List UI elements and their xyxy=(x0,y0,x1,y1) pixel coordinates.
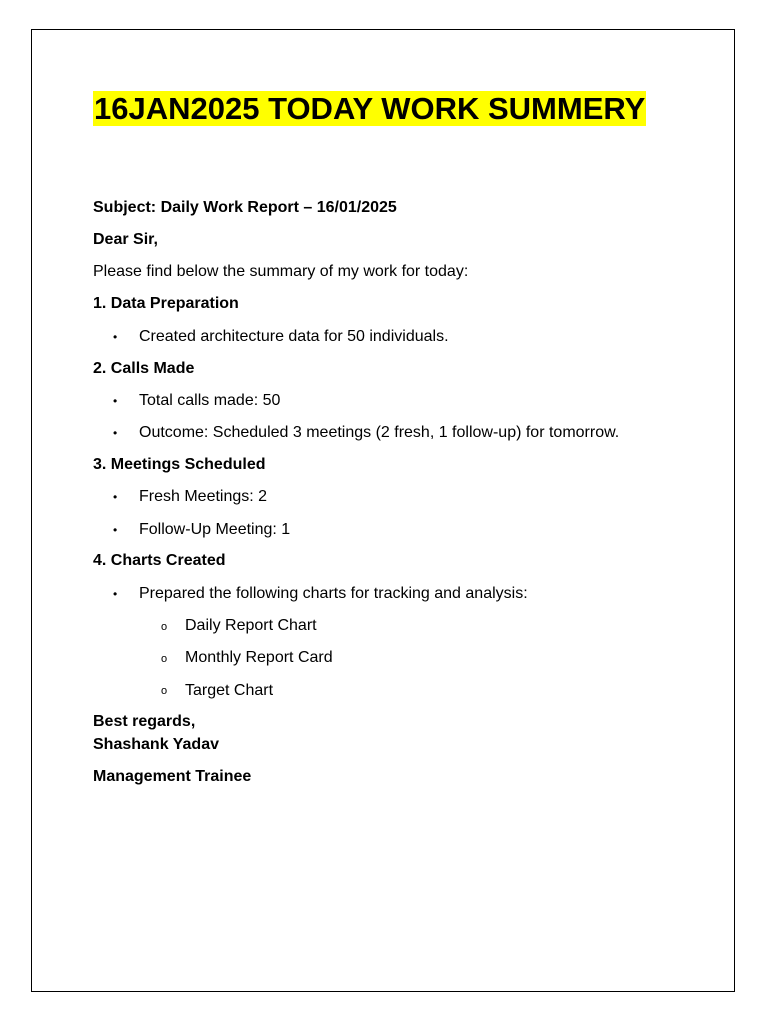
salutation: Dear Sir, xyxy=(93,231,158,248)
list-item: Total calls made: 50 xyxy=(139,392,281,409)
list-item: Created architecture data for 50 individuals. xyxy=(139,328,449,345)
sub-bullet-icon: o xyxy=(161,621,168,633)
section-heading-data-preparation: 1. Data Preparation xyxy=(93,295,239,312)
sub-list-item: Daily Report Chart xyxy=(185,617,317,634)
list-item: Follow-Up Meeting: 1 xyxy=(139,521,291,538)
subject-line: Subject: Daily Work Report – 16/01/2025 xyxy=(93,199,397,216)
section-heading-calls-made: 2. Calls Made xyxy=(93,360,195,377)
section-heading-meetings-scheduled: 3. Meetings Scheduled xyxy=(93,456,266,473)
list-item: Outcome: Scheduled 3 meetings (2 fresh, 1 follow-up) for tomorrow. xyxy=(139,424,620,441)
intro-text: Please find below the summary of my work for today: xyxy=(93,263,469,280)
sub-list-item: Monthly Report Card xyxy=(185,649,333,666)
section-heading-charts-created: 4. Charts Created xyxy=(93,552,226,569)
bullet-icon: • xyxy=(113,426,118,440)
document-page xyxy=(31,29,735,992)
sub-list-item: Target Chart xyxy=(185,682,274,699)
list-item: Fresh Meetings: 2 xyxy=(139,488,268,505)
closing-line: Best regards, xyxy=(93,713,196,730)
sub-bullet-icon: o xyxy=(161,653,168,665)
signature-title: Management Trainee xyxy=(93,768,252,785)
bullet-icon: • xyxy=(113,394,118,408)
signature-name: Shashank Yadav xyxy=(93,736,219,753)
bullet-icon: • xyxy=(113,490,118,504)
list-item: Prepared the following charts for tracking and analysis: xyxy=(139,585,528,602)
bullet-icon: • xyxy=(113,330,118,344)
bullet-icon: • xyxy=(113,523,118,537)
bullet-icon: • xyxy=(113,587,118,601)
sub-bullet-icon: o xyxy=(161,685,168,697)
document-title xyxy=(93,88,646,130)
document-title-text: 16JAN2025 TODAY WORK SUMMERY xyxy=(94,91,646,126)
